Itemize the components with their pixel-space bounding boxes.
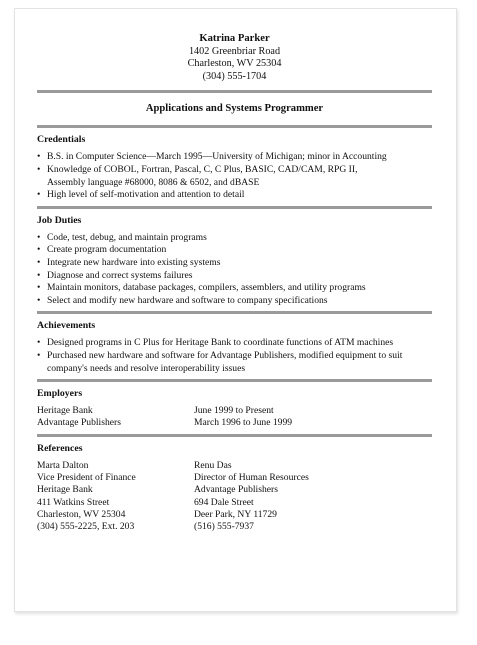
reference-line: 411 Watkins Street <box>37 496 110 508</box>
resume-content <box>37 33 432 537</box>
list-item: • Maintain monitors, database packages, compilers, assemblers, and utility programs <box>37 282 432 295</box>
table-row <box>37 417 432 429</box>
employers-heading: Employers <box>37 388 83 400</box>
reference-line: (304) 555-2225, Ext. 203 <box>37 521 135 533</box>
list-item: • Select and modify new hardware and software to company specifications <box>37 295 432 308</box>
applicant-name: Katrina Parker <box>199 33 270 44</box>
title-divider <box>37 125 432 128</box>
reference-line: Advantage Publishers <box>194 484 278 496</box>
credentials-divider <box>37 206 432 209</box>
list-item: • High level of self-motivation and attention to detail <box>37 189 432 202</box>
reference-2 <box>194 460 432 534</box>
achievements-heading: Achievements <box>37 320 96 332</box>
employment-dates: June 1999 to Present <box>194 405 274 417</box>
employment-dates: March 1996 to June 1999 <box>194 417 293 429</box>
reference-line: Director of Human Resources <box>194 471 309 483</box>
references-heading: References <box>37 442 83 454</box>
achievements-list <box>37 337 432 375</box>
list-item: • Diagnose and correct systems failures <box>37 270 432 283</box>
employer-name: Heritage Bank <box>37 405 93 417</box>
list-item: • Purchased new hardware and software for Advantage Publishers, modified equipment to suit company's needs and resolve interoperability issues <box>37 350 432 375</box>
reference-line: Marta Dalton <box>37 459 89 471</box>
list-item: • Code, test, debug, and maintain programs <box>37 232 432 245</box>
phone-number: (304) 555-1704 <box>202 70 267 82</box>
list-item: • Knowledge of COBOL, Fortran, Pascal, C, C Plus, BASIC, CAD/CAM, RPG II, Assembly language #68000, 8086 & 6502, and dBASE <box>37 164 432 189</box>
header-divider <box>37 90 432 93</box>
job-title: Applications and Systems Programmer <box>145 103 324 115</box>
reference-line: Charleston, WV 25304 <box>37 508 126 520</box>
table-row <box>37 405 432 417</box>
employers-table <box>37 405 432 430</box>
reference-line: Heritage Bank <box>37 484 93 496</box>
address-line-1: 1402 Greenbriar Road <box>188 45 281 57</box>
reference-line: Deer Park, NY 11729 <box>194 508 277 520</box>
job-duties-list <box>37 232 432 308</box>
references-block <box>37 460 432 534</box>
reference-line: Vice President of Finance <box>37 471 136 483</box>
credentials-list <box>37 151 432 201</box>
credentials-heading: Credentials <box>37 134 86 146</box>
reference-1 <box>37 460 194 534</box>
list-item: • B.S. in Computer Science—March 1995—University of Michigan; minor in Accounting <box>37 151 432 164</box>
reference-line: Renu Das <box>194 459 232 471</box>
job-duties-divider <box>37 311 432 314</box>
contact-header <box>37 33 432 83</box>
address-line-2: Charleston, WV 25304 <box>187 58 282 70</box>
reference-line: (516) 555-7937 <box>194 521 254 533</box>
list-item: • Integrate new hardware into existing systems <box>37 257 432 270</box>
employer-name: Advantage Publishers <box>37 417 121 429</box>
resume-page <box>14 8 457 612</box>
list-item: • Create program documentation <box>37 244 432 257</box>
job-duties-heading: Job Duties <box>37 214 82 226</box>
employers-divider <box>37 434 432 437</box>
achievements-divider <box>37 379 432 382</box>
reference-line: 694 Dale Street <box>194 496 254 508</box>
list-item: • Designed programs in C Plus for Heritage Bank to coordinate functions of ATM machines <box>37 337 432 350</box>
